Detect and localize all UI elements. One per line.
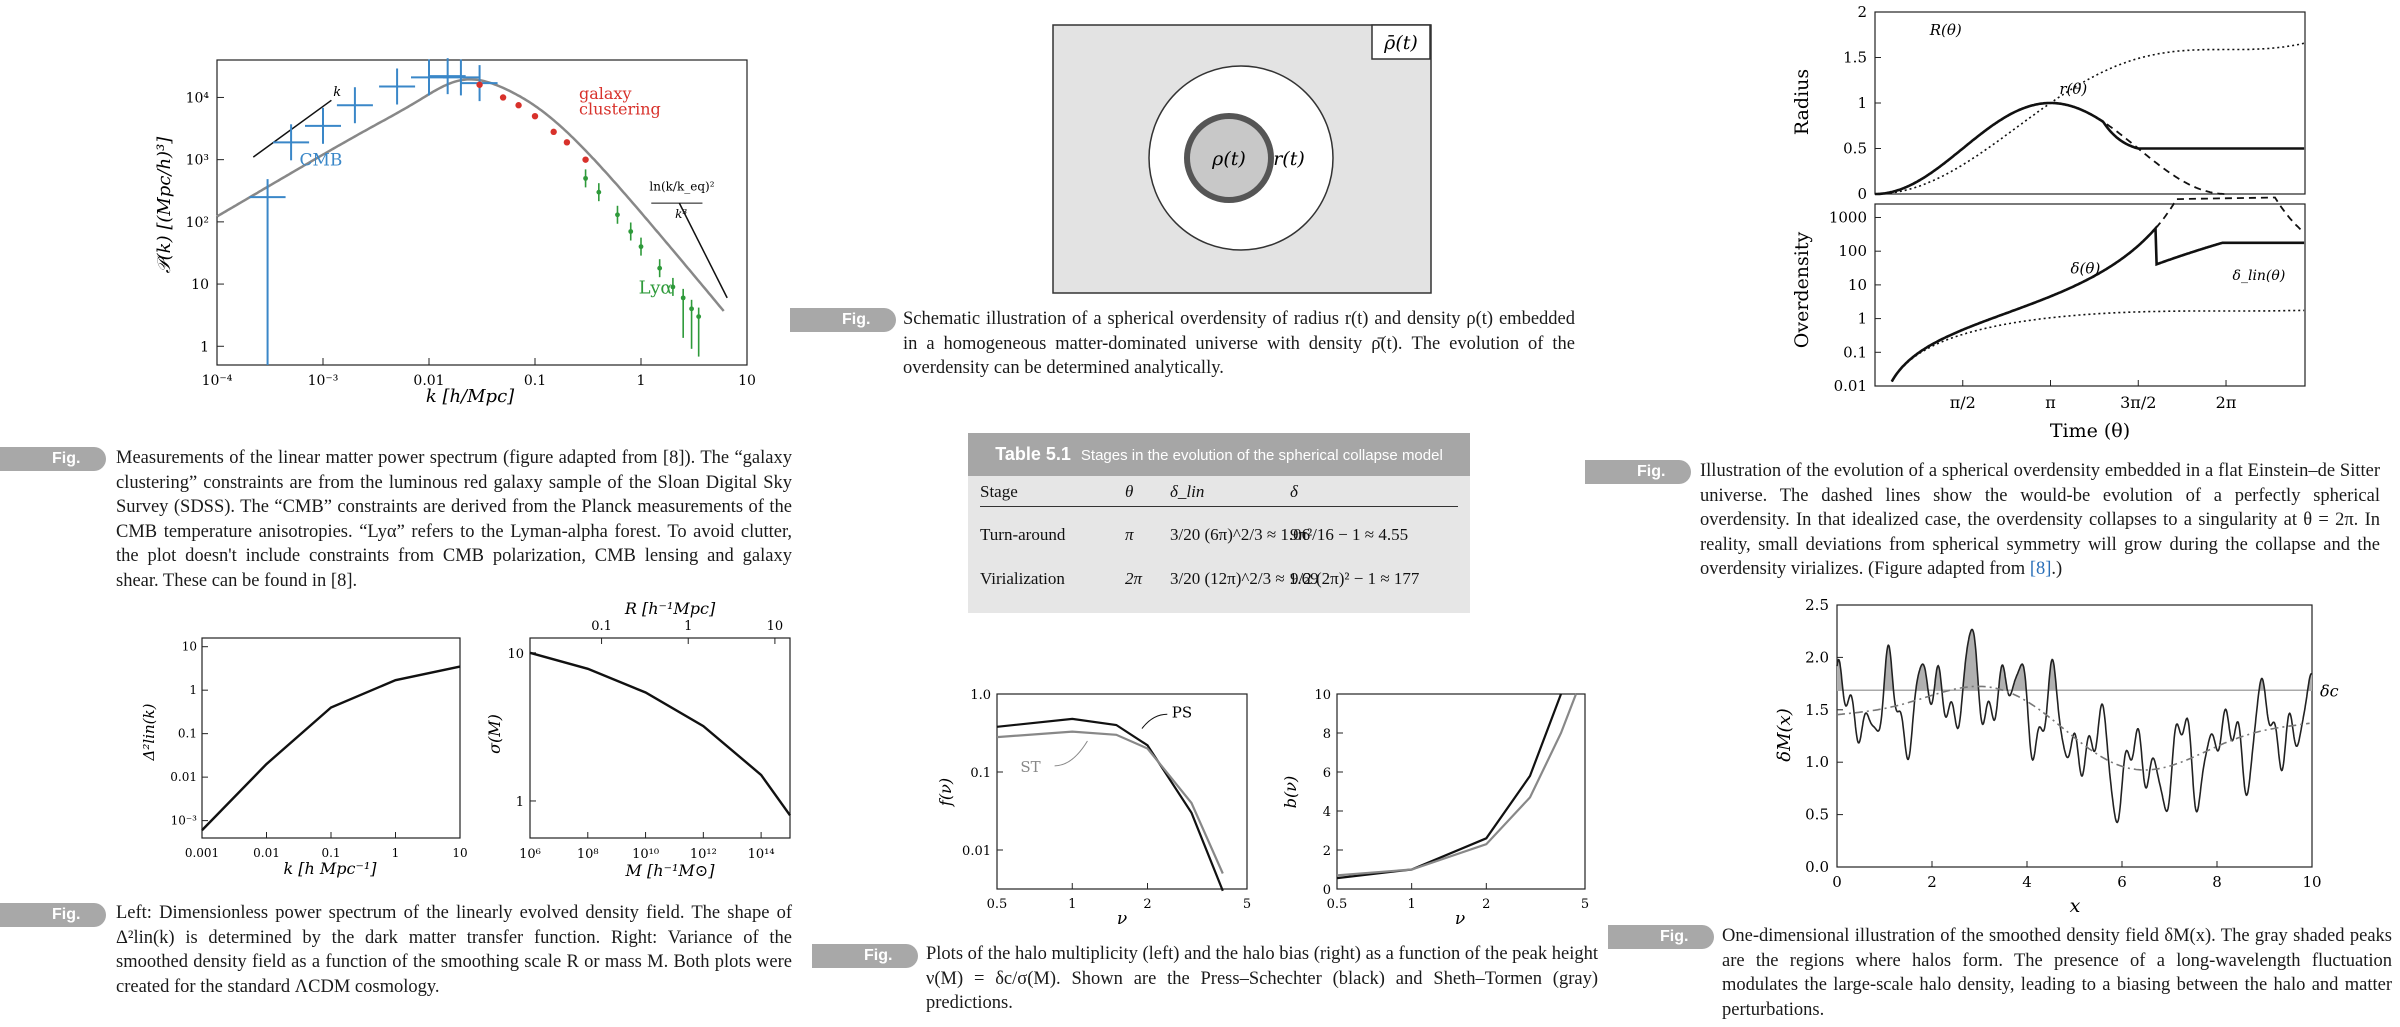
col-theta: θ: [1125, 482, 1134, 501]
plot-frame: [1337, 694, 1585, 889]
galaxy-point: [564, 139, 570, 145]
fig-5-4-tag: Fig. 5.4: [1585, 460, 1691, 484]
st-bias-curve: [1337, 694, 1576, 875]
y-tick-label: 0.01: [962, 844, 991, 859]
x-tick-label: 8: [2212, 873, 2222, 891]
fig-5-4-caption-text: Illustration of the evolution of a spherical overdensity embedded in a flat Einstein–de Sitter universe. The dashed lines show the would-be evolution of a perfectly spherical overdensity. In that idealized case, the overdensity collapses to a singularity at θ = 2π. In reality, small deviations from spherical symmetry will grow during the collapse and the overdensity virializes. (Figure adapted from: [1700, 461, 2380, 580]
y-tick-label: 8: [1322, 727, 1331, 742]
y-tick-label: 0: [1857, 185, 1867, 203]
label-delta-lin: δ_lin(θ): [2232, 267, 2286, 284]
label-r: r(θ): [2059, 79, 2088, 98]
fig-5-7-tag: Fig. 5.7: [1608, 925, 1714, 949]
cell-delta: 9π²/16 − 1 ≈ 4.55: [1290, 525, 1409, 544]
label-k3: k³: [675, 207, 688, 222]
fig-5-6-left-chart: [915, 680, 1275, 930]
galaxy-point: [550, 129, 556, 135]
lya-point: [681, 295, 686, 300]
table-row: [980, 559, 1458, 599]
x-tick-label: π/2: [1949, 393, 1976, 412]
galaxy-point: [582, 156, 588, 162]
y-tick-label: 1.0: [1805, 753, 1829, 772]
plot-frame: [530, 638, 790, 838]
r-theta-curve: [1875, 103, 2304, 194]
x-tick-label: 10¹⁴: [747, 847, 775, 862]
cell-delta: 9/2 (2π)² − 1 ≈ 177: [1290, 569, 1420, 588]
x-tick-label: 2: [1482, 897, 1491, 912]
x-tick-label: 1: [636, 373, 646, 389]
lya-point: [596, 190, 601, 195]
fig-5-5-right-xlabel: M [h⁻¹M⊙]: [625, 861, 715, 880]
R-theta-curve: [1875, 43, 2304, 194]
x-tick-label: 2π: [2215, 393, 2237, 412]
x-tick-label: 1: [391, 846, 400, 860]
x-tick-label: 1: [1068, 897, 1077, 912]
y-tick-label: 0.01: [1833, 377, 1867, 395]
fig-5-6-tag: Fig. 5.6: [812, 944, 918, 968]
col-delta: δ: [1290, 482, 1298, 501]
y-tick-label: 10: [507, 646, 524, 662]
reference-link[interactable]: [8]: [2029, 559, 2052, 580]
y-tick-label: 10: [1847, 275, 1867, 294]
x-tick-label: 10¹⁰: [632, 847, 660, 862]
overdensity-panel: [1829, 198, 2305, 413]
label-galaxy: galaxy: [578, 83, 632, 103]
y-tick-label: 0.5: [1805, 805, 1829, 824]
radius-panel: [1843, 3, 2305, 203]
y-tick-label: 10⁻³: [170, 813, 197, 828]
y-tick-label: 2: [1322, 844, 1331, 859]
r-theta-collapse-dashed: [2086, 112, 2226, 194]
table-5-1: [968, 433, 1470, 613]
fig-5-7-caption: One-dimensional illustration of the smoothed density field δM(x). The gray shaded peaks are the regions where halos form. The presence of a long-wavelength fluctuation modulates the large-scale halo density, leading to a biasing between the halo and matter perturbations.: [1722, 926, 2392, 1020]
fig-5-5-tag: Fig. 5.5: [0, 903, 106, 927]
label-clustering: clustering: [578, 99, 661, 119]
x-tick-label: 2: [1927, 873, 1937, 891]
fig-5-2-power-spectrum-chart: [140, 50, 780, 410]
fig-5-4-caption: [1700, 459, 2380, 582]
galaxy-point: [532, 113, 538, 119]
x-tick-label: 10: [738, 373, 756, 389]
lya-point: [583, 176, 588, 181]
plot-frame: [202, 638, 460, 838]
label-rho: ρ(t): [1212, 148, 1246, 170]
x-tick-label: 2: [1143, 897, 1152, 912]
label-cmb: CMB: [299, 150, 343, 171]
fig-5-6-right-xlabel: ν: [1454, 909, 1466, 929]
x-tick-label: 10¹²: [689, 847, 717, 862]
x-tick-label: 10⁻³: [307, 373, 339, 389]
table-5-1-subtitle: Stages in the evolution of the spherical collapse model: [1080, 447, 1443, 464]
x-tick-label: 6: [2117, 873, 2127, 891]
x-tick-label: 1: [1407, 897, 1416, 912]
x-tick-label: 0.01: [253, 846, 280, 860]
galaxy-point: [476, 82, 482, 88]
y-tick-label: 100: [1838, 242, 1867, 261]
x-tick-label: 0.01: [413, 373, 445, 389]
fig-5-5-right-ylabel: σ(M): [485, 714, 504, 754]
top-tick-label: 1: [684, 619, 693, 634]
y-tick-label: 1.0: [970, 688, 991, 703]
label-ps: PS: [1171, 703, 1193, 722]
x-tick-label: 0: [1832, 873, 1842, 891]
label-delta: δ(θ): [2070, 259, 2101, 278]
cell-delta-lin: 3/20 (6π)^2/3 ≈ 1.06: [1170, 525, 1311, 544]
lya-point: [689, 306, 694, 311]
y-tick-label: 0.0: [1805, 858, 1829, 876]
y-tick-label: 10: [191, 277, 209, 294]
lya-point: [628, 229, 633, 234]
y-tick-label: 0.1: [970, 766, 991, 781]
fig-5-7-ylabel: δM(x): [1774, 708, 1795, 762]
y-tick-label: 10: [181, 639, 197, 654]
fig-5-4-chart: [1780, 0, 2320, 450]
st-curve: [997, 732, 1223, 874]
label-R: R(θ): [1929, 20, 1962, 39]
x-tick-label: 0.5: [1326, 897, 1348, 912]
fig-5-3-tag: Fig. 5.3: [790, 308, 896, 332]
delta-theta-curve: [1892, 228, 2304, 381]
lya-point: [696, 314, 701, 319]
plot-frame: [217, 60, 747, 365]
y-tick-label: 1: [515, 794, 524, 810]
cell-delta-lin: 3/20 (12π)^2/3 ≈ 1.69: [1170, 569, 1319, 588]
x-tick-label: 0.1: [523, 373, 547, 389]
table-5-1-header: [968, 433, 1470, 476]
label-r: r(t): [1273, 148, 1305, 170]
x-tick-label: 10⁻⁴: [201, 373, 233, 389]
delta-lin-curve: [1892, 310, 2304, 381]
fig-5-5-right-toplabel: R [h⁻¹Mpc]: [624, 599, 716, 618]
label-lya: Lyα: [638, 277, 673, 299]
fig-5-6-left-xlabel: ν: [1116, 909, 1128, 929]
galaxy-point: [515, 102, 521, 108]
top-tick-label: 10: [766, 619, 784, 634]
fig-5-6-right-chart: [1280, 680, 1600, 930]
fig-5-2-xlabel: k [h/Mpc]: [425, 386, 515, 407]
plot-frame: [1875, 204, 2305, 386]
y-tick-label: 4: [1322, 805, 1331, 820]
y-tick-label: 1.5: [1805, 700, 1829, 719]
x-tick-label: 3π/2: [2120, 393, 2157, 412]
y-tick-label: 2.5: [1805, 596, 1829, 614]
fig-5-2-ylabel: 𝒫(k) [(Mpc/h)³]: [154, 136, 175, 274]
y-tick-label: 1000: [1828, 208, 1867, 227]
y-tick-label: 0.5: [1843, 139, 1867, 158]
y-tick-label: 1: [1857, 94, 1867, 112]
x-tick-label: 5: [1242, 897, 1252, 912]
delta-lin-curve: [202, 667, 460, 831]
fig-5-4-xlabel: Time (θ): [2049, 420, 2131, 442]
fig-5-2-caption: Measurements of the linear matter power spectrum (figure adapted from [8]). The “galaxy clustering” constraints are from the luminous red galaxy sample of the Sloan Digital Sky Survey (SDSS). The “CMB” constraints are derived from the Planck measurements of the CMB temperature anisotropies. “Lyα” refers to the Lyman-alpha forest. To avoid clutter, the plot doesn't include constraints from CMB polarization, CMB lensing and galaxy shear. These can be found in [8].: [116, 448, 792, 591]
x-tick-label: 4: [2022, 873, 2032, 891]
y-tick-label: 0: [1322, 883, 1331, 898]
cell-theta: π: [1125, 525, 1134, 544]
x-tick-label: 0.001: [184, 846, 220, 860]
fig-5-4-overdensity-label: Overdensity: [1791, 231, 1813, 349]
density-field-curve: [1837, 630, 2312, 823]
top-tick-label: 0.1: [591, 619, 612, 634]
y-tick-label: 10²: [185, 214, 209, 231]
label-k: k: [333, 85, 342, 101]
lya-point: [639, 244, 644, 249]
fig-5-6-left-ylabel: f(ν): [936, 777, 955, 807]
y-tick-label: 2.0: [1805, 648, 1829, 667]
st-pointer: [1055, 741, 1088, 766]
y-tick-label: 10⁴: [185, 90, 209, 107]
col-stage: Stage: [980, 482, 1018, 501]
x-tick-label: 10: [2302, 873, 2322, 891]
sigma-curve: [530, 653, 790, 816]
x-tick-label: 5: [1580, 897, 1590, 912]
x-tick-label: 10⁶: [519, 847, 541, 862]
col-delta-lin: δ_lin: [1170, 482, 1205, 501]
fig-5-3-schematic: [1052, 24, 1432, 294]
y-tick-label: 2: [1857, 3, 1867, 21]
y-tick-label: 0.1: [177, 726, 197, 741]
lya-point: [615, 212, 620, 217]
fig-5-7-xlabel: x: [2069, 895, 2081, 917]
ps-pointer: [1142, 714, 1167, 728]
galaxy-point: [500, 94, 506, 100]
y-tick-label: 10: [1314, 688, 1331, 703]
fig-5-4-caption-end: .): [2051, 559, 2063, 580]
fig-5-5-caption: Left: Dimensionless power spectrum of the linearly evolved density field. The shape of Δ²lin(k) is determined by the dark matter transfer function. Right: Variance of the smoothed density field as a function of the smoothing scale R or mass M. Both plots were created for the standard ΛCDM cosmology.: [116, 903, 792, 997]
fig-5-5-left-ylabel: Δ²lin(k): [140, 703, 158, 761]
fig-5-7-chart: [1760, 590, 2360, 920]
fig-5-4-radius-label: Radius: [1791, 68, 1813, 136]
label-lnk: ln(k/k_eq)²: [649, 179, 715, 194]
fig-5-6-right-ylabel: b(ν): [1281, 775, 1300, 809]
fig-5-5-left-xlabel: k [h Mpc⁻¹]: [283, 859, 377, 878]
fig-5-3-caption: Schematic illustration of a spherical overdensity of radius r(t) and density ρ(t) embedded in a homogeneous matter-dominated universe with density ρ̄(t). The evolution of the overdensity can be determined analytically.: [903, 309, 1575, 379]
table-5-1-column-headers: [980, 476, 1458, 507]
label-delta-c: δc: [2320, 681, 2339, 701]
lya-point: [657, 266, 662, 271]
cell-stage: Virialization: [980, 569, 1065, 588]
x-tick-label: 0.1: [321, 846, 341, 860]
x-tick-label: 10⁸: [576, 847, 599, 862]
x-tick-label: 10: [452, 846, 468, 860]
x-tick-label: 0.5: [986, 897, 1008, 912]
cell-theta: 2π: [1125, 569, 1143, 588]
ps-bias-curve: [1337, 694, 1561, 878]
cell-stage: Turn-around: [980, 525, 1066, 544]
x-tick-label: π: [2045, 393, 2056, 412]
y-tick-label: 0.01: [170, 770, 197, 785]
y-tick-label: 1: [1857, 309, 1867, 328]
label-st: ST: [1020, 758, 1041, 776]
ps-curve: [997, 719, 1223, 891]
table-row: [980, 515, 1458, 555]
y-tick-label: 1.5: [1843, 48, 1867, 67]
y-tick-label: 1: [200, 339, 209, 356]
fig-5-2-tag: Fig. 5.2: [0, 447, 106, 471]
fig-5-6-caption: Plots of the halo multiplicity (left) and the halo bias (right) as a function of the peak height ν(M) = δc/σ(M). Shown are the Press–Schechter (black) and Sheth–Tormen (gray) predictions.: [926, 944, 1598, 1014]
slope-k-line: [253, 100, 331, 157]
y-tick-label: 0.1: [1843, 343, 1867, 362]
label-rho-bar: ρ̄(t): [1384, 32, 1418, 54]
y-tick-label: 1: [189, 683, 197, 698]
y-tick-label: 6: [1322, 766, 1331, 781]
delta-collapse-dashed: [2148, 198, 2305, 237]
y-tick-label: 10³: [185, 152, 209, 169]
fig-5-5-right-chart: [470, 596, 800, 886]
fig-5-5-left-chart: [140, 630, 470, 880]
table-5-1-title: Table 5.1: [995, 444, 1071, 464]
